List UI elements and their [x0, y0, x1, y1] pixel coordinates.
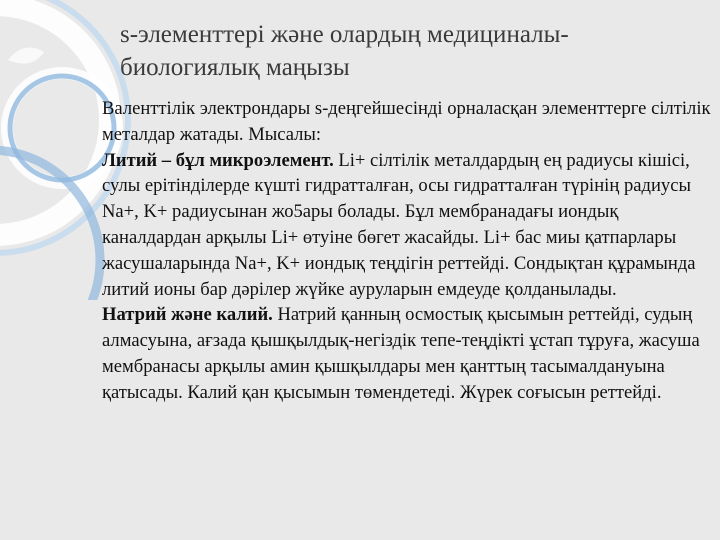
lithium-heading: Литий – бұл микроэлемент. [102, 149, 334, 171]
title-line-1: s-элементтері және олардың медициналы- [120, 21, 569, 48]
sodium-potassium-heading: Натрий және калий. [102, 304, 273, 326]
small-blue-ring [10, 76, 114, 180]
title-line-2: биологиялық маңызы [120, 54, 350, 81]
lithium-text: Li+ сілтілік металдардың ең радиусы кішісі, сулы ерітінділерде күшті гидратталған, осы гидратталған түрінің радиусы Na+, K+ радиусынан жо5ары болады. Бұл мембранадағы иондық каналдардан арқылы Li+ өтуіне бөгет жасайды. Li+ бас миы қатпарлары жасушаларында Na+, K+ иондық теңдігін реттейді. Сондықтан құрамында литий ионы бар дәрілер жүйке ауруларын емдеуде қолданылады. [102, 149, 696, 300]
leaf-shape [8, 48, 44, 64]
intro-text: Валенттілік электрондары s-деңгейшесінді орналасқан элементтерге сілтілік металдар жатады. Мысалы: [102, 98, 711, 145]
white-ring [0, 5, 110, 235]
paragraph-intro [102, 96, 712, 148]
slide-title [120, 18, 700, 84]
paragraph-lithium [102, 148, 712, 303]
paragraph-sodium-potassium [102, 302, 712, 405]
sodium-potassium-text: Натрий қанның осмостық қысымын реттейді, судың алмасуына, ағзада қышқылдық-негіздік тепе-теңдікті ұстап тұруға, жасуша мембранасы арқылы амин қышқылдары мен қанттың тасымалдануына қатысады. Калий қан қысымын төмендетеді. Жүрек соғысын реттейді. [102, 304, 700, 403]
slide-body [102, 96, 712, 406]
